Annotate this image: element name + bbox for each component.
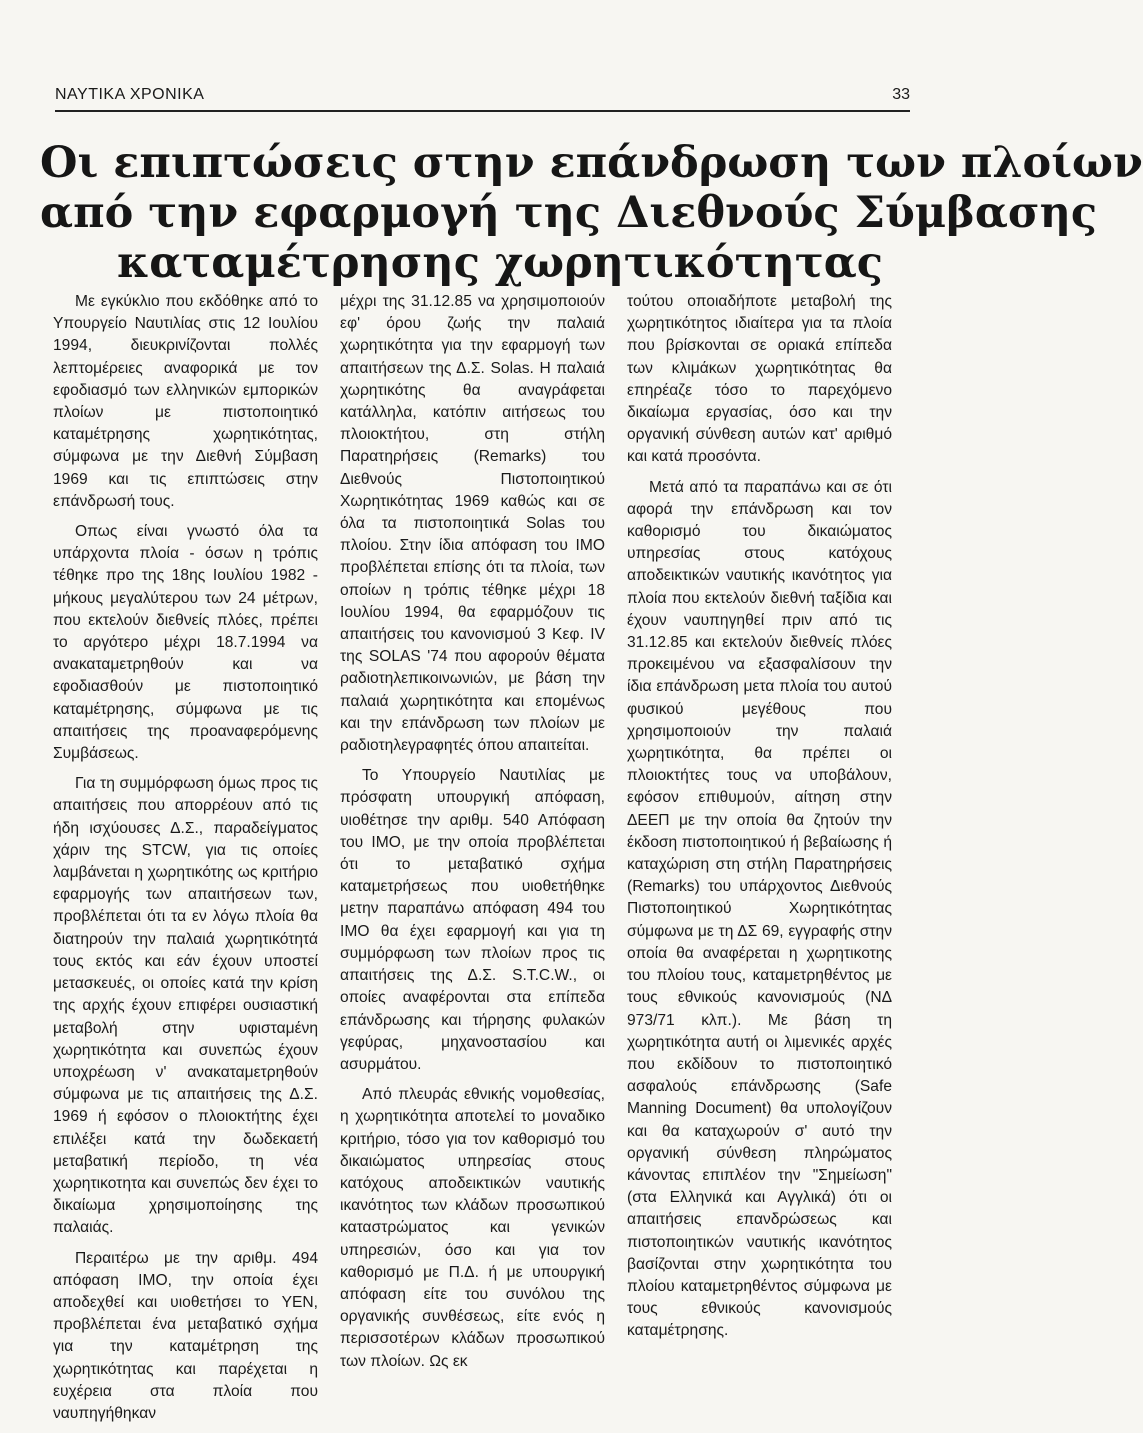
publication-name: ΝΑΥΤΙΚΑ ΧΡΟΝΙΚΑ: [55, 86, 205, 103]
paragraph: Οπως είναι γνωστό όλα τα υπάρχοντα πλοία - όσων η τρόπις τέθηκε προ της 18ης Ιουλίου 1982 - μήκους μεγαλύτερου των 24 μέτρων, που εκτελούν διεθνείς πλόες, πρέπει το αργότερο μέχρι 18.7.1994 να ανακαταμετρηθούν και να εφοδιασθούν με πιστοποιητικό καταμέτρησης, σύμφωνα με τις απαιτήσεις της προαναφερόμενης Συμβάσεως.: [53, 523, 318, 763]
paragraph: Για τη συμμόρφωση όμως προς τις απαιτήσεις που απορρέουν από τις ήδη ισχύουσες Δ.Σ., παραδείγματος χάριν της STCW, για τις οποίες λαμβάνεται η χωρητικότης ως κριτήριο εφαρμογής των απαιτήσεων των, προβλέπεται ότι τα εν λόγω πλοία θα διατηρούν την παλαιά χωρητικότητά τους εκτός και εάν έχουν υποστεί μετασκευές, οι οποίες κατά την κρίση της αρχής έχουν επιφέρει ουσιαστική μεταβολή στην υφισταμένη χωρητικότητα και συνεπώς έχουν υποχρέωση ν' ανακαταμετρηθούν σύμφωνα με τις απαιτήσεις της Δ.Σ. 1969 ή εφόσον ο πλοιοκτήτης έχει επιλέξει κατά την δωδεκαετή μεταβατική περίοδο, τη νέα χωρητικοτητα και συνεπώς δεν έχει το δικαίωμα χρησιμοποίησης της παλαιάς.: [53, 775, 318, 1237]
paragraph: Το Υπουργείο Ναυτιλίας με πρόσφατη υπουργική απόφαση, υιοθέτησε την αριθμ. 540 Απόφαση του ΙΜΟ, με την οποία προβλέπεται ότι το μεταβατικό σχήμα καταμετρήσεως που υιοθετήθηκε μετην παραπάνω απόφαση 494 του ΙΜΟ θα έχει εφαρμογή και για τη συμμόρφωση των πλοίων προς τις απαιτήσεις της Δ.Σ. S.T.C.W., οι οποίες αναφέρονται στα επίπεδα επάνδρωσης και τήρησης φυλακών γεφύρας, μηχανοστασίου και ασυρμάτου.: [340, 767, 605, 1073]
text-column-1: [53, 291, 318, 1433]
title-line: καταμέτρησης χωρητικότητας: [116, 238, 883, 288]
page-header: [55, 84, 910, 112]
paragraph-continued: μέχρι της 31.12.85 να χρησιμοποιούν εφ' όρου ζωής την παλαιά χωρητικότητα για την εφαρμογή των απαιτήσεων της Δ.Σ. Solas. Η παλαιά χωρητικότης θα αναγράφεται κατάλληλα, κατόπιν αιτήσεως του πλοιοκτήτου, στη στήλη Παρατηρήσεις (Remarks) του Διεθνούς Πιστοποιητικού Χωρητικότητας 1969 καθώς και σε όλα τα πιστοποιητικά Solas του πλοίου. Στην ίδια απόφαση του ΙΜΟ προβλέπεται επίσης ότι τα πλοία, των οποίων η τρόπις τέθηκε μέχρι 18 Ιουλίου 1994, θα εφαρμόζουν τις απαιτήσεις του κανονισμού 3 Κεφ. IV της SOLAS '74 που αφορούν θέματα ραδιοτηλεπικοινωνιών, με βάση την παλαιά χωρητικότητα και επομένως και την επάνδρωση των πλοίων με ραδιοτηλεγραφητές όπου απαιτείται.: [340, 293, 605, 755]
text-column-3: [627, 291, 892, 1351]
title-line: από την εφαρμογή της Διεθνούς Σύμβασης: [40, 188, 1098, 238]
paragraph: Περαιτέρω με την αριθμ. 494 απόφαση ΙΜΟ, την οποία έχει αποδεχθεί και υιοθετήσει το ΥΕΝ, προβλέπεται ένα μεταβατικό σχήμα για την καταμέτρηση της χωρητικότητας και παρέχεται η ευχέρεια στα πλοία που ναυπηγήθηκαν: [53, 1249, 318, 1422]
article-title: [40, 138, 1143, 288]
title-line: Οι επιπτώσεις στην επάνδρωση των πλοίων: [40, 138, 1143, 188]
paragraph-continued: τούτου οποιαδήποτε μεταβολή της χωρητικότητος ιδιαίτερα για τα πλοία που βρίσκονται σε οριακά επίπεδα των κλιμάκων χωρητικότητας θα επηρέαζε τόσο το παρεχόμενο δικαίωμα εργασίας, όσο και την οργανική σύνθεση αυτών κατ' αριθμό και κατά προσόντα.: [627, 293, 892, 466]
paragraph: Μετά από τα παραπάνω και σε ότι αφορά την επάνδρωση και τον καθορισμό του δικαιώματος υπηρεσίας στους κατόχους αποδεικτικών ναυτικής ικανότητος για πλοία που εκτελούν διεθνή ταξίδια και έχουν ναυπηγηθεί πριν από τις 31.12.85 και εκτελούν διεθνείς πλόες προκειμένου να εξασφαλίσουν την ίδια επάνδρωση μετα πλοία του αυτού φυσικού μεγέθους που χρησιμοποιούν την παλαιά χωρητικότητα, θα πρέπει οι πλοιοκτήτες τους να υποβάλουν, εφόσον επιθυμούν, αίτηση στην ΔΕΕΠ με την οποία θα ζητούν την έκδοση πιστοποιητικού ή βεβαίωσης ή καταχώριση στη στήλη Παρατηρήσεις (Remarks) του υπάρχοντος Διεθνούς Πιστοποιητικού Χωρητικότητας σύμφωνα με τη ΔΣ 69, εγγραφής στην οποία θα αναφέρεται η χωρητικοτης του πλοίου τους, καταμετρηθέντος με τους εθνικούς κανονισμούς (ΝΔ 973/71 κλπ.). Με βάση τη χωρητικότητα αυτή οι λιμενικές αρχές που εκδίδουν το πιστοποιητικό ασφαλούς επάνδρωσης (Safe Manning Document) θα υπολογίζουν και θα καταχωρούν σ' αυτό την οργανική σύνθεση πληρώματος κάνοντας επιπλέον την "Σημείωση" (στα Ελληνικά και Αγγλικά) ότι οι απαιτήσεις επανδρώσεως και πιστοποιητικών ναυτικής ικανότητος βασίζονται στην χωρητικότητα του πλοίου καταμετρηθέντος σύμφωνα με τους εθνικούς κανονισμούς καταμέτρησης.: [627, 478, 892, 1340]
page-number: 33: [892, 86, 910, 103]
paragraph: Με εγκύκλιο που εκδόθηκε από το Υπουργείο Ναυτιλίας στις 12 Ιουλίου 1994, διευκρινίζονται πολλές λεπτομέρειες αναφορικά με τον εφοδιασμό των ελληνικών εμπορικών πλοίων με πιστοποιητικό καταμέτρησης χωρητικότητας, σύμφωνα με την Διεθνή Σύμβαση 1969 και τις επιπτώσεις στην επάνδρωσή τους.: [53, 293, 318, 510]
text-column-2: [340, 291, 605, 1381]
paragraph: Από πλευράς εθνικής νομοθεσίας, η χωρητικότητα αποτελεί το μοναδικο κριτήριο, τόσο για τον καθορισμό του δικαιώματος υπηρεσίας στους κατόχους αποδεικτικών ναυτικής ικανότητος των κλάδων προσωπικού καταστρώματος και γενικών υπηρεσιών, όσο και για τον καθορισμό με Π.Δ. ή με υπουργική απόφαση είτε του συνόλου της οργανικής συνθέσεως, είτε ενός η περισσοτέρων κλάδων προσωπικού των πλοίων. Ως εκ: [340, 1086, 605, 1370]
